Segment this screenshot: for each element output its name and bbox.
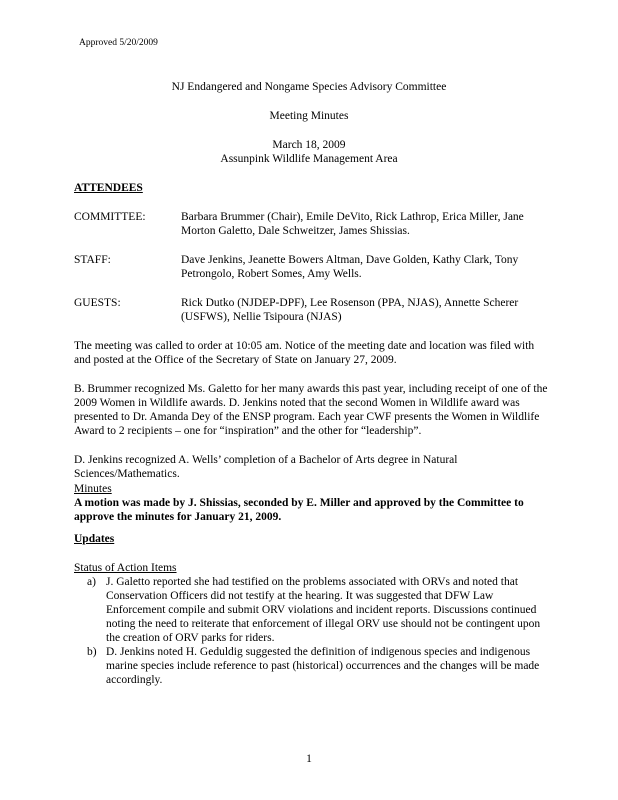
committee-names: Barbara Brummer (Chair), Emile DeVito, Rick Lathrop, Erica Miller, Jane Morton Galetto, Dale Schweitzer, James Shissias. bbox=[181, 211, 524, 237]
list-marker: a) bbox=[87, 576, 96, 588]
document-title: Meeting Minutes bbox=[269, 110, 349, 122]
list-item bbox=[74, 645, 552, 687]
updates-heading: Updates bbox=[74, 533, 115, 545]
guests-label: GUESTS: bbox=[74, 297, 121, 309]
awards-paragraph: B. Brummer recognized Ms. Galetto for her many awards this past year, including receipt of one of the 2009 Women in Wildlife awards. D. Jenkins noted that the second Women in Wildlife award was presented to Dr. Amanda Dey of the ENSP program. Each year CWF presents the Women in Wildlife Award to 2 recipients – one for “inspiration” and the other for “leadership”. bbox=[74, 383, 548, 437]
action-items-list bbox=[74, 575, 552, 687]
meeting-location: Assunpink Wildlife Management Area bbox=[220, 153, 398, 165]
minutes-heading: Minutes bbox=[74, 483, 112, 495]
action-items-subheading: Status of Action Items bbox=[74, 562, 177, 574]
minutes-motion: A motion was made by J. Shissias, seconded by E. Miller and approved by the Committee to approve the minutes for January 21, 2009. bbox=[74, 497, 524, 523]
list-item-text: J. Galetto reported she had testified on the problems associated with ORVs and noted that Conservation Officers did not testify at the hearing. It was suggested that DFW Law Enforcement compile and submit ORV violations and incident reports. Discussions continued noting the need to reiterate that enforcement of illegal ORV use should not be contingent upon the creation of ORV parks for riders. bbox=[106, 576, 541, 644]
degree-paragraph: D. Jenkins recognized A. Wells’ completion of a Bachelor of Arts degree in Natural Sciences/Mathematics. bbox=[74, 454, 458, 480]
list-item bbox=[74, 575, 552, 645]
call-to-order-paragraph: The meeting was called to order at 10:05 am. Notice of the meeting date and location was filed with and posted at the Office of the Secretary of State on January 27, 2009. bbox=[74, 340, 535, 366]
approval-header: Approved 5/20/2009 bbox=[79, 38, 158, 48]
staff-label: STAFF: bbox=[74, 254, 111, 266]
staff-names: Dave Jenkins, Jeanette Bowers Altman, Dave Golden, Kathy Clark, Tony Petrongolo, Robert Somes, Amy Wells. bbox=[181, 254, 519, 280]
attendees-heading: ATTENDEES bbox=[74, 182, 143, 194]
list-item-text: D. Jenkins noted H. Geduldig suggested the definition of indigenous species and indigenous marine species include reference to past (historical) occurrences and the changes will be made accordingly. bbox=[106, 646, 540, 686]
page-number: 1 bbox=[306, 753, 312, 765]
committee-label: COMMITTEE: bbox=[74, 211, 146, 223]
meeting-date: March 18, 2009 bbox=[272, 139, 346, 151]
list-marker: b) bbox=[87, 646, 97, 658]
guests-names: Rick Dutko (NJDEP-DPF), Lee Rosenson (PPA, NJAS), Annette Scherer (USFWS), Nellie Tsipoura (NJAS) bbox=[181, 297, 519, 323]
committee-name: NJ Endangered and Nongame Species Advisory Committee bbox=[171, 81, 447, 93]
